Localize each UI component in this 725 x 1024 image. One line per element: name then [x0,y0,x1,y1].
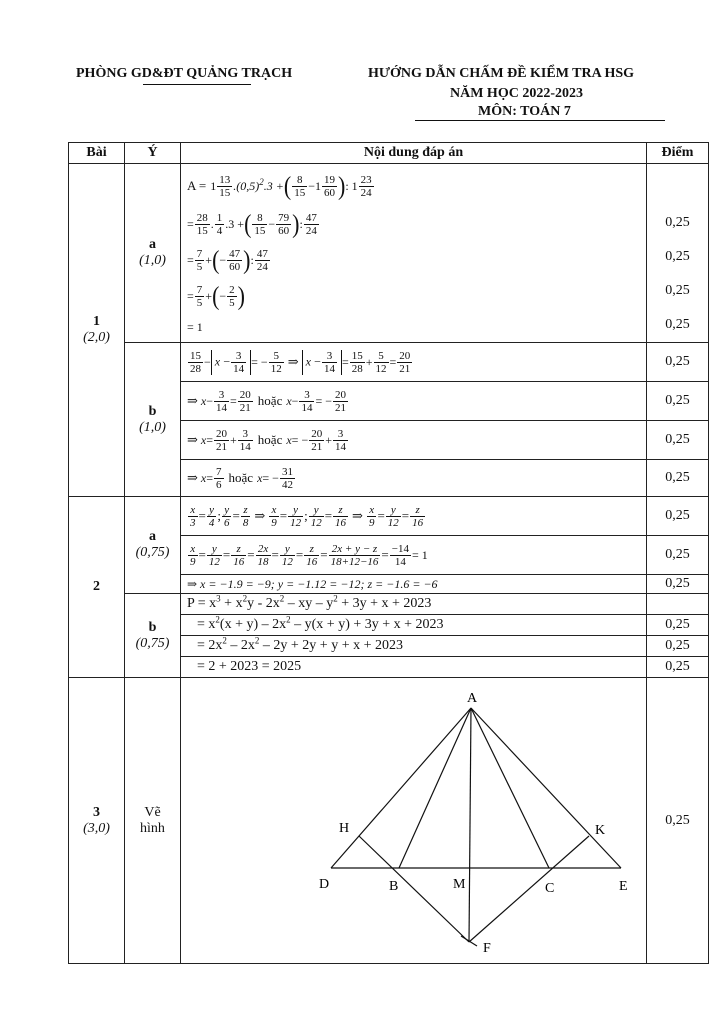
problem-3-cell [69,678,125,964]
problem-2-number: 2 [93,579,100,594]
col-content: Nội dung đáp án [181,143,647,164]
table-row [69,678,709,964]
label-h: H [339,821,350,836]
problem-1-cell [69,164,125,497]
problem-1b-weight: (1,0) [139,419,166,435]
geometry-figure-cell [181,678,647,964]
problem-2a-line-3: ⇒ x = −1.9 = −9; y = −1.12 = −12; z = −1.6 = −6 [181,575,647,594]
points-value: 0,25 [647,343,709,382]
col-bai: Bài [69,143,125,164]
points-value: 0,25 [647,636,709,657]
points-value: 0,25 [647,678,709,964]
problem-2b-line-3: = $2x^2 - 2x^2 - 2y + 2y + y + x + 2023$ [181,636,647,657]
equation-line: = $\frac{7}{5}$ + ( − $\frac{47}{60}$ ) : 47 24 [187,244,268,275]
problem-2a-cell [125,497,181,594]
table-row [69,164,709,343]
or-word: hoặc [257,432,283,447]
points-value: 0,25 [647,421,709,460]
problem-2-cell [69,497,125,678]
problem-3-y-cell [125,678,181,964]
problem-2a-label: a [149,529,156,544]
problem-3-y-label-2: hình [140,820,165,836]
points-value: 0,25 [665,317,690,332]
label-b: B [389,879,399,894]
table-row [69,497,709,536]
label-f: F [483,941,491,956]
points-value: 0,25 [647,657,709,678]
problem-1-number: 1 [93,314,100,329]
problem-1a-label: a [149,237,156,252]
problem-1-weight: (2,0) [83,330,110,345]
problem-2b-weight: (0,75) [135,635,170,651]
table-row [69,594,709,615]
label-e: E [619,879,628,894]
problem-3-number: 3 [93,804,100,820]
label-d: D [319,877,330,892]
or-word: hoặc [257,393,283,408]
problem-3-y-label-1: Vẽ [144,804,161,820]
geometry-figure [181,678,645,958]
table-header-row [69,143,709,164]
segment-ab [399,708,471,868]
problem-2b-points-empty [647,594,709,615]
equation-line: = $\frac{7}{5}$ + ( − $\frac{2}{5}$ ) [187,280,245,311]
problem-1b-label: b [148,403,157,419]
points-value: 0,25 [647,615,709,636]
points-value: 0,25 [665,283,690,298]
problem-1b-cell [125,343,181,497]
label-a: A [467,691,478,706]
segment-ac [471,708,549,868]
points-value: 0,25 [647,382,709,421]
problem-2b-label: b [148,619,157,635]
segment-kf [469,836,589,942]
problem-2a-line-2: $\frac{x}{9}$ = $\frac{y}{12}$ = $\frac{z}{16}$ = $\frac{2x}{18}$ = $\frac{y}{12}$ = $\frac{z}{16}$ = $\frac{2x + y - z}{18+12-16}$ = $\frac{-14}{14}$ = 1 [181,536,647,575]
points-value: 0,25 [647,536,709,575]
problem-2a-weight: (0,75) [135,545,170,560]
problem-1b-line-4: ⇒ x = $\frac{7}{6}$ hoặc x = − $\frac{31}{42}$ [181,460,647,497]
problem-2b-cell [125,594,181,678]
header-school-year: NĂM HỌC 2022-2023 [450,86,583,101]
header-title: HƯỚNG DẪN CHẤM ĐỀ KIỂM TRA HSG [368,66,635,81]
header-underline-left [143,84,251,85]
label-c: C [545,881,555,896]
segment-ae [471,708,621,868]
problem-3-weight: (3,0) [83,820,110,836]
equation-line: = 1 [187,319,203,334]
problem-2a-line-1: $\frac{x}{3}$ = $\frac{y}{4}$ ; $\frac{y}{6}$ = $\frac{z}{8}$ ⇒ $\frac{x}{9}$ = $\frac{y}{12}$ ; $\frac{y}{12}$ = $\frac{z}{16}$ ⇒ $\frac{x}{9}$ = $\frac{y}{12}$ = $\frac{z}{16}$ [181,497,647,536]
header-department: PHÒNG GD&ĐT QUẢNG TRẠCH [76,66,293,81]
problem-1a-weight: (1,0) [139,253,166,268]
equation-line: A = 1 13 15 $.(0,5)^2.3$ + ( 8 15 − 1 19 60 ) : 1 23 24 [187,170,372,201]
problem-1b-line-1: 15 28 − x − $\frac{3}{14}$ = − $\frac{5}{12}$ ⇒ x − $\frac{3}{14}$ = $\frac{15}{28}$ + $\frac{5}{12}$ = $\frac{20}{21}$ [181,343,647,382]
col-y: Ý [125,143,181,164]
problem-1a-content [181,164,647,343]
answer-table [68,142,709,964]
or-word: hoặc [228,470,254,485]
points-value: 0,25 [665,215,690,230]
problem-2b-line-2: = $x^2(x + y) - 2x^2 - y(x + y) + 3y + x + 2023$ [181,615,647,636]
problem-1b-line-2: ⇒ x − $\frac{3}{14}$ = $\frac{20}{21}$ hoặc x − $\frac{3}{14}$ = − $\frac{20}{21}$ [181,382,647,421]
label-k: K [595,823,606,838]
problem-2b-line-4: = 2 + 2023 = 2025 [181,657,647,678]
table-row [69,343,709,382]
problem-1a-points [647,164,709,343]
problem-1b-line-3: ⇒ x = $\frac{20}{21}$ + $\frac{3}{14}$ hoặc x = − $\frac{20}{21}$ + $\frac{3}{14}$ [181,421,647,460]
points-value: 0,25 [665,249,690,264]
points-value: 0,25 [647,497,709,536]
points-value: 0,25 [647,575,709,594]
header-underline-right [415,120,665,121]
segment-af [469,708,471,942]
equation-line: = $\frac{28}{15}$ . 1 4 .3 + ( 8 15 − $\frac{79}{60}$ ) : 47 24 [187,208,317,239]
segment-ad [331,708,471,868]
points-value: 0,25 [647,460,709,497]
problem-1a-cell [125,164,181,343]
problem-2b-line-1: $P = x^3 + x^2y - 2x^2$ – xy – $y^2 + 3y + x + 2023$ [181,594,647,615]
label-m: M [453,877,466,892]
col-points: Điểm [647,143,709,164]
header-subject: MÔN: TOÁN 7 [478,104,571,119]
